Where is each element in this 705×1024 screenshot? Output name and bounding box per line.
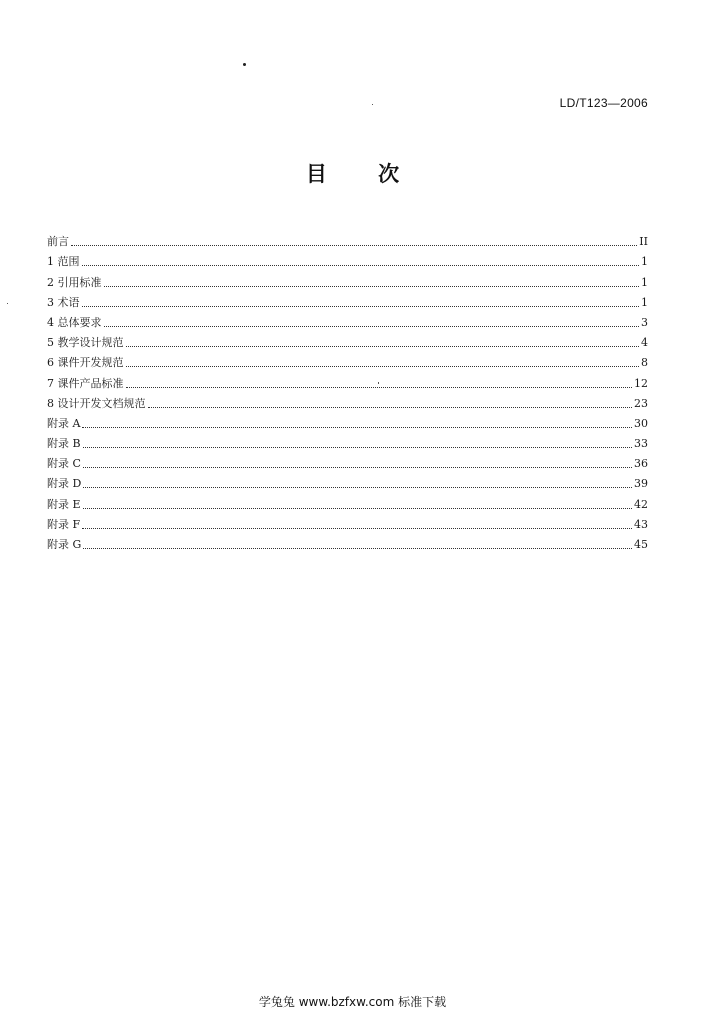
toc-entry[interactable] bbox=[47, 391, 648, 411]
toc-entry-page: II bbox=[639, 235, 648, 249]
toc-dot-leader bbox=[126, 346, 640, 347]
toc-entry[interactable] bbox=[47, 431, 648, 451]
toc-dot-leader bbox=[83, 487, 632, 488]
toc-entry-page: 4 bbox=[641, 336, 648, 350]
table-of-contents bbox=[47, 229, 648, 552]
footer-watermark: 学兔兔 www.bzfxw.com 标准下载 bbox=[258, 995, 447, 1009]
toc-entry-label: 3 术语 bbox=[47, 295, 80, 309]
scan-speck bbox=[243, 63, 246, 66]
toc-entry[interactable] bbox=[47, 451, 648, 471]
toc-entry[interactable] bbox=[47, 512, 648, 532]
toc-entry-label: 5 教学设计规范 bbox=[47, 336, 124, 350]
toc-entry-page: 39 bbox=[634, 477, 648, 491]
toc-dot-leader bbox=[83, 447, 632, 448]
toc-entry-page: 8 bbox=[641, 356, 648, 370]
toc-entry-label: 附录 E bbox=[47, 497, 81, 511]
toc-dot-leader bbox=[126, 387, 633, 388]
toc-entry[interactable] bbox=[47, 330, 648, 350]
toc-entry[interactable] bbox=[47, 269, 648, 289]
toc-entry-label: 8 设计开发文档规范 bbox=[47, 396, 146, 410]
toc-entry-label: 6 课件开发规范 bbox=[47, 356, 124, 370]
toc-entry[interactable] bbox=[47, 290, 648, 310]
toc-entry-label: 7 课件产品标准 bbox=[47, 376, 124, 390]
toc-entry-label: 前言 bbox=[47, 235, 69, 249]
toc-entry[interactable] bbox=[47, 249, 648, 269]
toc-dot-leader bbox=[104, 326, 640, 327]
toc-entry[interactable] bbox=[47, 229, 648, 249]
toc-title: 目 次 bbox=[305, 162, 422, 186]
scan-speck bbox=[7, 303, 8, 304]
toc-dot-leader bbox=[82, 427, 632, 428]
toc-entry-page: 1 bbox=[641, 295, 648, 309]
toc-entry[interactable] bbox=[47, 532, 648, 552]
toc-entry-page: 1 bbox=[641, 255, 648, 269]
standard-code: LD/T123—2006 bbox=[559, 96, 648, 110]
toc-dot-leader bbox=[126, 366, 640, 367]
toc-entry-page: 45 bbox=[634, 538, 648, 551]
toc-entry-page: 43 bbox=[634, 517, 648, 531]
toc-entry[interactable] bbox=[47, 370, 648, 390]
toc-dot-leader bbox=[83, 548, 632, 549]
toc-entry-page: 33 bbox=[634, 437, 648, 451]
toc-entry[interactable] bbox=[47, 471, 648, 491]
toc-entry-label: 2 引用标准 bbox=[47, 275, 102, 289]
toc-entry-label: 附录 F bbox=[47, 517, 81, 531]
toc-dot-leader bbox=[83, 508, 632, 509]
toc-entry[interactable] bbox=[47, 411, 648, 431]
toc-dot-leader bbox=[83, 467, 632, 468]
toc-entry-label: 附录 D bbox=[47, 477, 82, 491]
toc-entry-page: 36 bbox=[634, 457, 648, 471]
toc-entry-page: 30 bbox=[634, 416, 648, 430]
toc-entry[interactable] bbox=[47, 310, 648, 330]
toc-dot-leader bbox=[82, 265, 640, 266]
toc-entry-label: 4 总体要求 bbox=[47, 315, 102, 329]
toc-entry-label: 附录 B bbox=[47, 437, 81, 451]
toc-dot-leader bbox=[82, 306, 640, 307]
toc-entry-page: 3 bbox=[641, 315, 648, 329]
toc-entry[interactable] bbox=[47, 350, 648, 370]
toc-entry-page: 1 bbox=[641, 275, 648, 289]
toc-entry-page: 12 bbox=[634, 376, 648, 390]
toc-entry-label: 附录 A bbox=[47, 416, 81, 430]
toc-entry-page: 23 bbox=[634, 396, 648, 410]
toc-entry-label: 1 范围 bbox=[47, 255, 80, 269]
toc-entry-page: 42 bbox=[634, 497, 648, 511]
toc-dot-leader bbox=[148, 407, 633, 408]
toc-entry-label: 附录 C bbox=[47, 457, 81, 471]
toc-entry-label: 附录 G bbox=[47, 538, 82, 551]
toc-entry[interactable] bbox=[47, 491, 648, 511]
scan-speck bbox=[372, 104, 373, 105]
toc-dot-leader bbox=[82, 528, 632, 529]
toc-dot-leader bbox=[71, 245, 637, 246]
toc-dot-leader bbox=[104, 286, 640, 287]
